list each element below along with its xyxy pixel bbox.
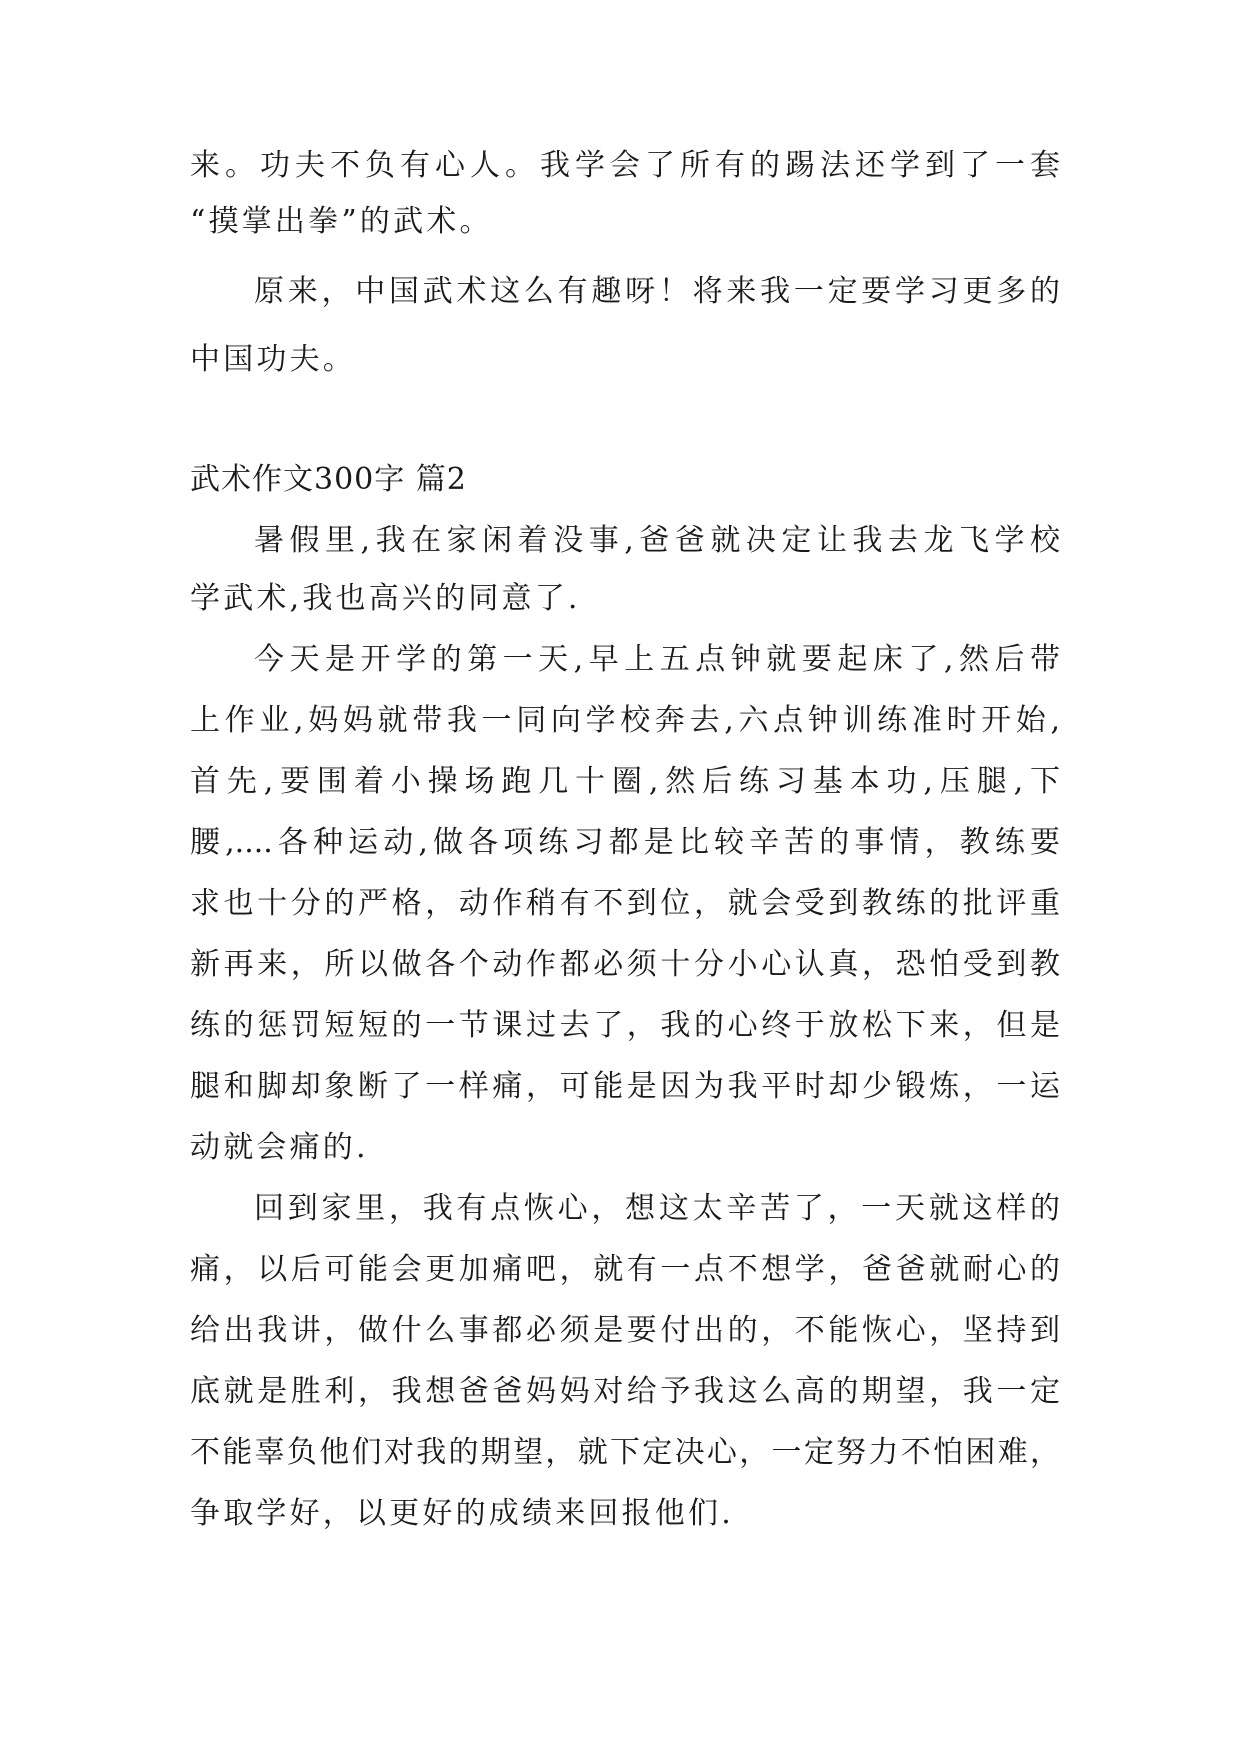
paragraph-line: “摸掌出拳”的武术。 bbox=[190, 204, 493, 239]
paragraph-line: 腿和脚却象断了一样痛，可能是因为我平时却少锻炼，一运 bbox=[190, 1069, 1060, 1104]
paragraph-line: 今天是开学的第一天,早上五点钟就要起床了,然后带 bbox=[254, 642, 1060, 677]
paragraph-line: 来。功夫不负有心人。我学会了所有的踢法还学到了一套 bbox=[190, 148, 1060, 183]
paragraph-line: 争取学好，以更好的成绩来回报他们. bbox=[190, 1496, 734, 1531]
paragraph-line: 给出我讲，做什么事都必须是要付出的，不能恢心，坚持到 bbox=[190, 1313, 1060, 1348]
paragraph-line: 腰,....各种运动,做各项练习都是比较辛苦的事情，教练要 bbox=[190, 825, 1060, 860]
paragraph-line: 动就会痛的. bbox=[190, 1130, 369, 1165]
paragraph-line: 求也十分的严格，动作稍有不到位，就会受到教练的批评重 bbox=[190, 886, 1060, 921]
paragraph-line: 练的惩罚短短的一节课过去了，我的心终于放松下来，但是 bbox=[190, 1008, 1060, 1043]
paragraph-line: 上作业,妈妈就带我一同向学校奔去,六点钟训练准时开始, bbox=[190, 703, 1060, 738]
paragraph-line: 暑假里,我在家闲着没事,爸爸就决定让我去龙飞学校 bbox=[254, 523, 1060, 558]
paragraph-line: 底就是胜利，我想爸爸妈妈对给予我这么高的期望，我一定 bbox=[190, 1374, 1060, 1409]
paragraph-line: 痛，以后可能会更加痛吧，就有一点不想学，爸爸就耐心的 bbox=[190, 1252, 1060, 1287]
paragraph-line: 学武术,我也高兴的同意了. bbox=[190, 581, 581, 616]
paragraph-line: 原来，中国武术这么有趣呀！将来我一定要学习更多的 bbox=[254, 274, 1060, 309]
paragraph-line: 不能辜负他们对我的期望，就下定决心，一定努力不怕困难， bbox=[190, 1435, 1060, 1470]
paragraph-line: 回到家里，我有点恢心，想这太辛苦了，一天就这样的 bbox=[254, 1191, 1060, 1226]
section-heading: 武术作文300字 篇2 bbox=[190, 462, 467, 497]
paragraph-line: 首先,要围着小操场跑几十圈,然后练习基本功,压腿,下 bbox=[190, 764, 1060, 799]
paragraph-line: 中国功夫。 bbox=[190, 342, 356, 377]
paragraph-line: 新再来，所以做各个动作都必须十分小心认真，恐怕受到教 bbox=[190, 947, 1060, 982]
